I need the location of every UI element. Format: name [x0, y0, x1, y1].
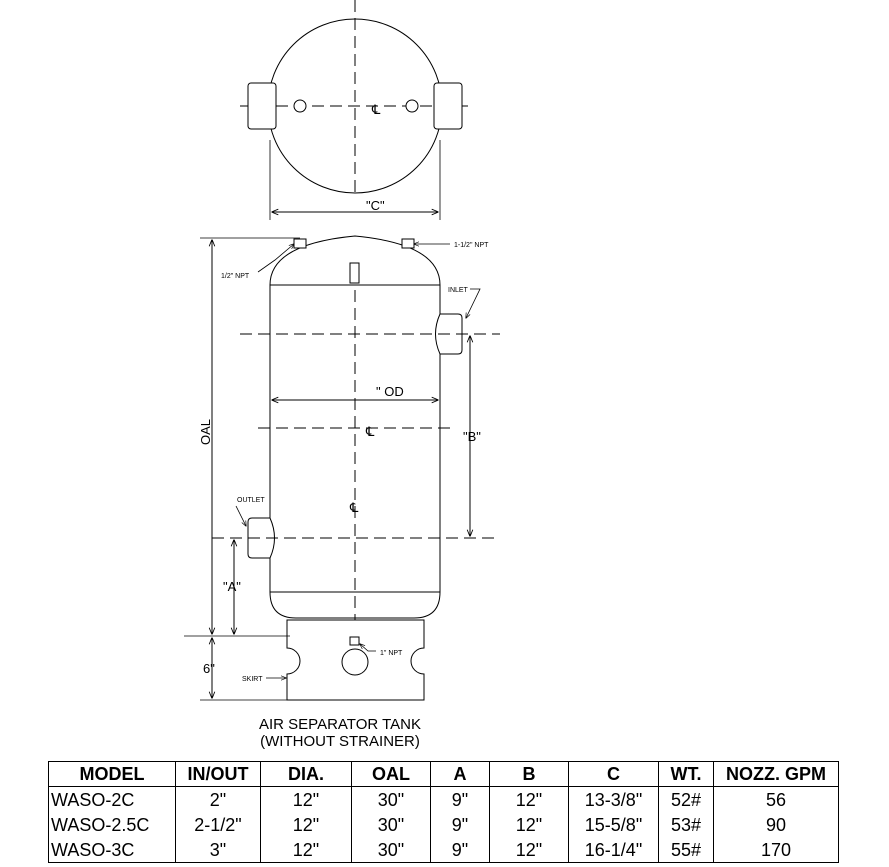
skirt-access-opening [342, 649, 368, 675]
cell-gpm: 56 [714, 787, 839, 813]
cell-dia: 12" [261, 812, 352, 837]
dim-od-label: " OD [376, 384, 404, 399]
cell-oal: 30" [352, 837, 431, 863]
top-view-left-port [294, 100, 306, 112]
top-left-fitting-label: 1/2" NPT [221, 273, 250, 280]
cell-model: WASO-3C [49, 837, 176, 863]
cell-model: WASO-2C [49, 787, 176, 813]
top-view-right-port [406, 100, 418, 112]
inlet-label: INLET [448, 287, 468, 294]
spec-table-header-row [49, 762, 839, 787]
dim-a-label: "A" [223, 579, 241, 594]
dim-c-label: "C" [366, 198, 385, 213]
cell-b: 12" [490, 812, 569, 837]
top-view [240, 0, 470, 196]
col-b-header: B [490, 762, 569, 787]
mid-centerline-mark: ℄ [366, 424, 375, 439]
cell-wt: 55# [659, 837, 714, 863]
cell-inout: 2" [176, 787, 261, 813]
dim-oal-label: OAL [198, 418, 213, 445]
cell-wt: 53# [659, 812, 714, 837]
dim-b-label: "B" [463, 429, 481, 444]
cell-c: 13-3/8" [569, 787, 659, 813]
caption-subtitle: (WITHOUT STRAINER) [260, 733, 420, 750]
cell-dia: 12" [261, 787, 352, 813]
shell-centerline-mark: ℄ [350, 500, 359, 515]
spec-table [48, 761, 839, 863]
top-view-centerline-mark: ℄ [372, 102, 381, 117]
cell-gpm: 170 [714, 837, 839, 863]
table-row [49, 837, 839, 863]
cell-oal: 30" [352, 787, 431, 813]
col-model-header: MODEL [49, 762, 176, 787]
cell-a: 9" [431, 837, 490, 863]
bottom-fitting-label: 1" NPT [380, 650, 403, 657]
cell-inout: 3" [176, 837, 261, 863]
col-oal-header: OAL [352, 762, 431, 787]
cell-c: 16-1/4" [569, 837, 659, 863]
skirt-label: SKIRT [242, 676, 263, 683]
top-right-fitting-label: 1-1/2" NPT [454, 242, 489, 249]
bottom-fitting [350, 637, 359, 645]
col-wt-header: WT. [659, 762, 714, 787]
col-inout-header: IN/OUT [176, 762, 261, 787]
top-sight-slot [350, 263, 359, 283]
cell-inout: 2-1/2" [176, 812, 261, 837]
table-row [49, 812, 839, 837]
cell-a: 9" [431, 787, 490, 813]
table-row [49, 787, 839, 813]
outlet-label: OUTLET [237, 497, 265, 504]
cell-b: 12" [490, 837, 569, 863]
cell-dia: 12" [261, 837, 352, 863]
cell-wt: 52# [659, 787, 714, 813]
top-view-left-nozzle [248, 83, 276, 129]
cell-model: WASO-2.5C [49, 812, 176, 837]
dim-skirt-height-label: 6" [203, 661, 215, 676]
cell-oal: 30" [352, 812, 431, 837]
top-left-fitting [294, 239, 306, 248]
col-c-header: C [569, 762, 659, 787]
col-dia-header: DIA. [261, 762, 352, 787]
caption-title: AIR SEPARATOR TANK [259, 716, 421, 733]
col-gpm-header: NOZZ. GPM [714, 762, 839, 787]
top-view-right-nozzle [434, 83, 462, 129]
cell-c: 15-5/8" [569, 812, 659, 837]
cell-b: 12" [490, 787, 569, 813]
col-a-header: A [431, 762, 490, 787]
top-right-fitting [402, 239, 414, 248]
cell-a: 9" [431, 812, 490, 837]
front-view [212, 236, 500, 700]
cell-gpm: 90 [714, 812, 839, 837]
